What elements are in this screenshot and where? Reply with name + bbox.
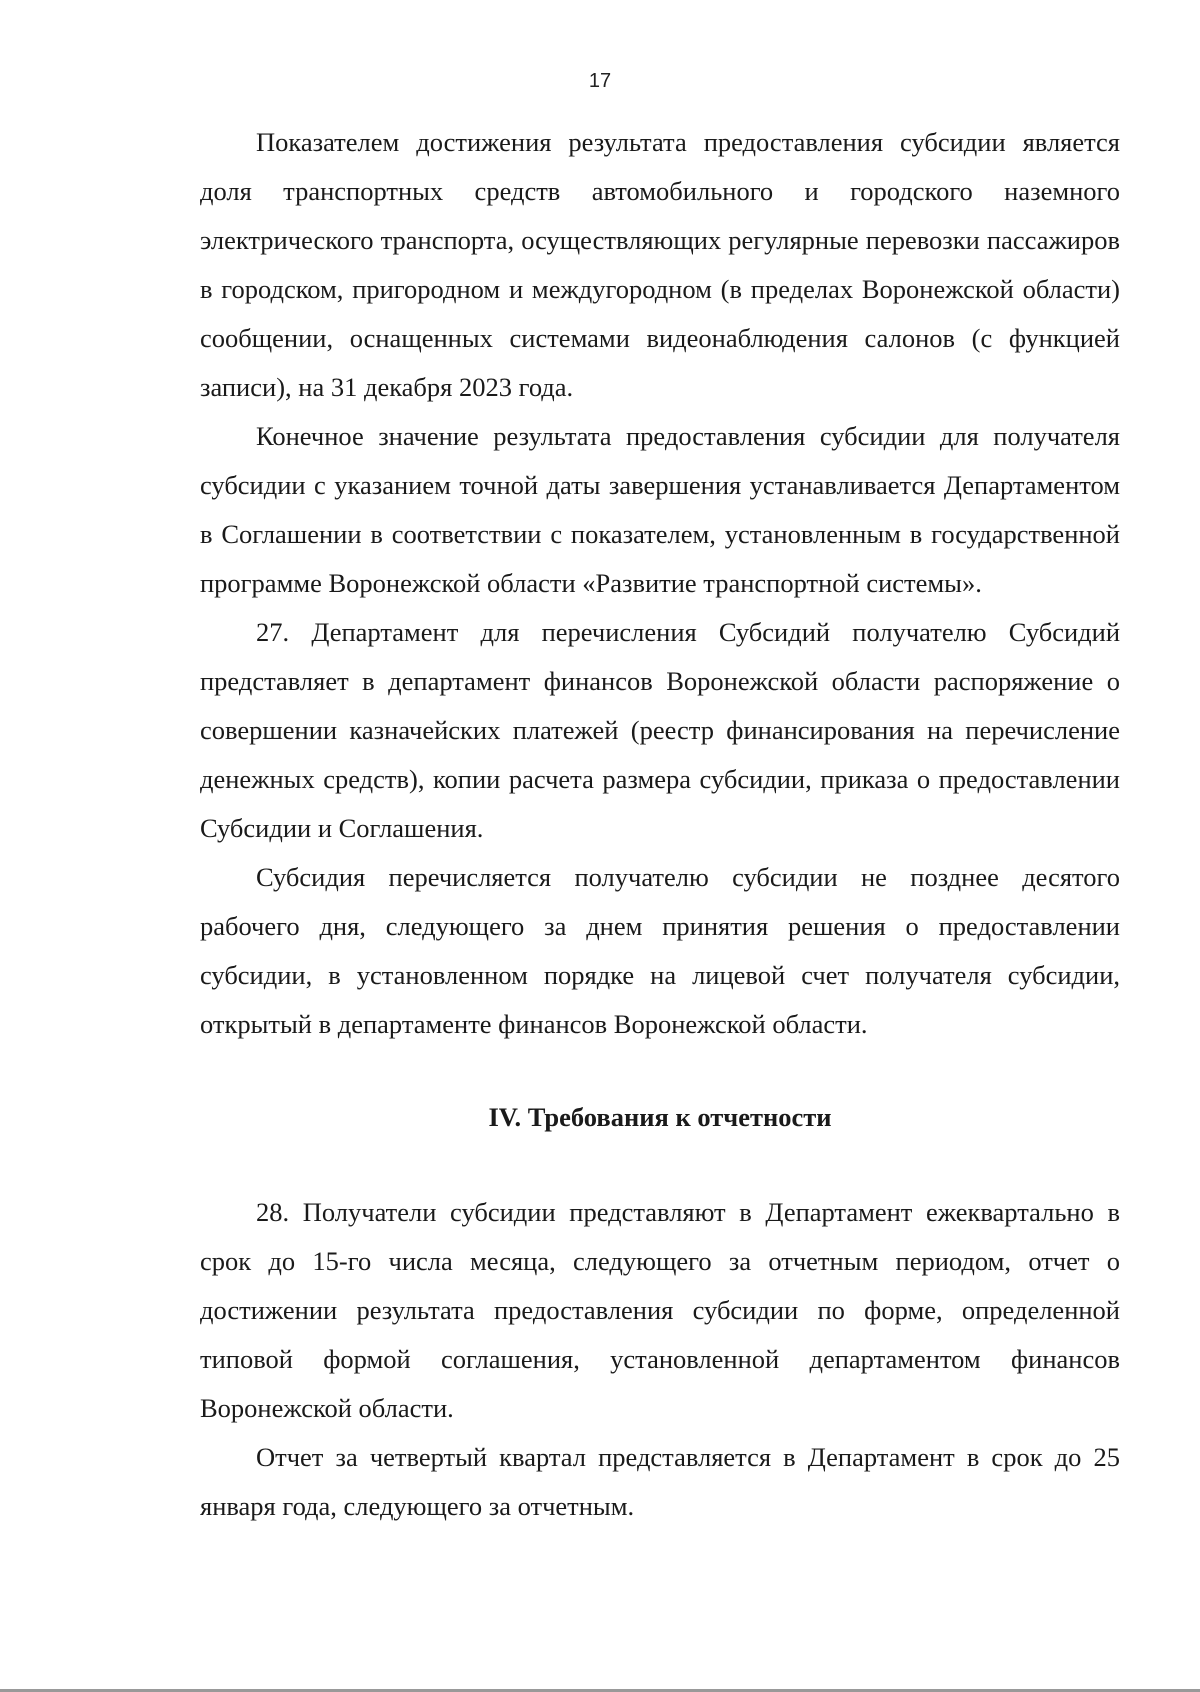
section-heading: IV. Требования к отчетности — [488, 1102, 832, 1132]
page-number: 17 — [588, 70, 612, 92]
paragraph-item-27: 27. Департамент для перечисления Субсидий получателю Субсидий представляет в департамент финансов Воронежской области распоряжение о совершении казначейских платежей (реестр финансирования на перечисление денежных средств), копии расчета размера субсидии, приказа о предоставлении Субсидии и Соглашения. — [200, 617, 1120, 843]
paragraph-fourth-quarter-report: Отчет за четвертый квартал представляется в Департамент в срок до 25 января года, следующего за отчетным. — [200, 1442, 1120, 1521]
paragraph-subsidy-transfer: Субсидия перечисляется получателю субсидии не позднее десятого рабочего дня, следующего за днем принятия решения о предоставлении субсидии, в установленном порядке на лицевой счет получателя субсидии, открытый в департаменте финансов Воронежской области. — [200, 862, 1120, 1039]
paragraph-final-value: Конечное значение результата предоставления субсидии для получателя субсидии с указанием точной даты завершения устанавливается Департаментом в Соглашении в соответствии с показателем, установленным в государственной программе Воронежской области «Развитие транспортной системы». — [200, 421, 1120, 598]
paragraph-item-28: 28. Получатели субсидии представляют в Департамент ежеквартально в срок до 15-го числа месяца, следующего за отчетным периодом, отчет о достижении результата предоставления субсидии по форме, определенной типовой формой соглашения, установленной департаментом финансов Воронежской области. — [200, 1197, 1120, 1423]
paragraph-result-indicator: Показателем достижения результата предоставления субсидии является доля транспортных средств автомобильного и городского наземного электрического транспорта, осуществляющих регулярные перевозки пассажиров в городском, пригородном и междугородном (в пределах Воронежской области) сообщении, оснащенных системами видеонаблюдения салонов (с функцией записи), на 31 декабря 2023 года. — [200, 127, 1120, 402]
document-body — [200, 118, 1120, 1531]
